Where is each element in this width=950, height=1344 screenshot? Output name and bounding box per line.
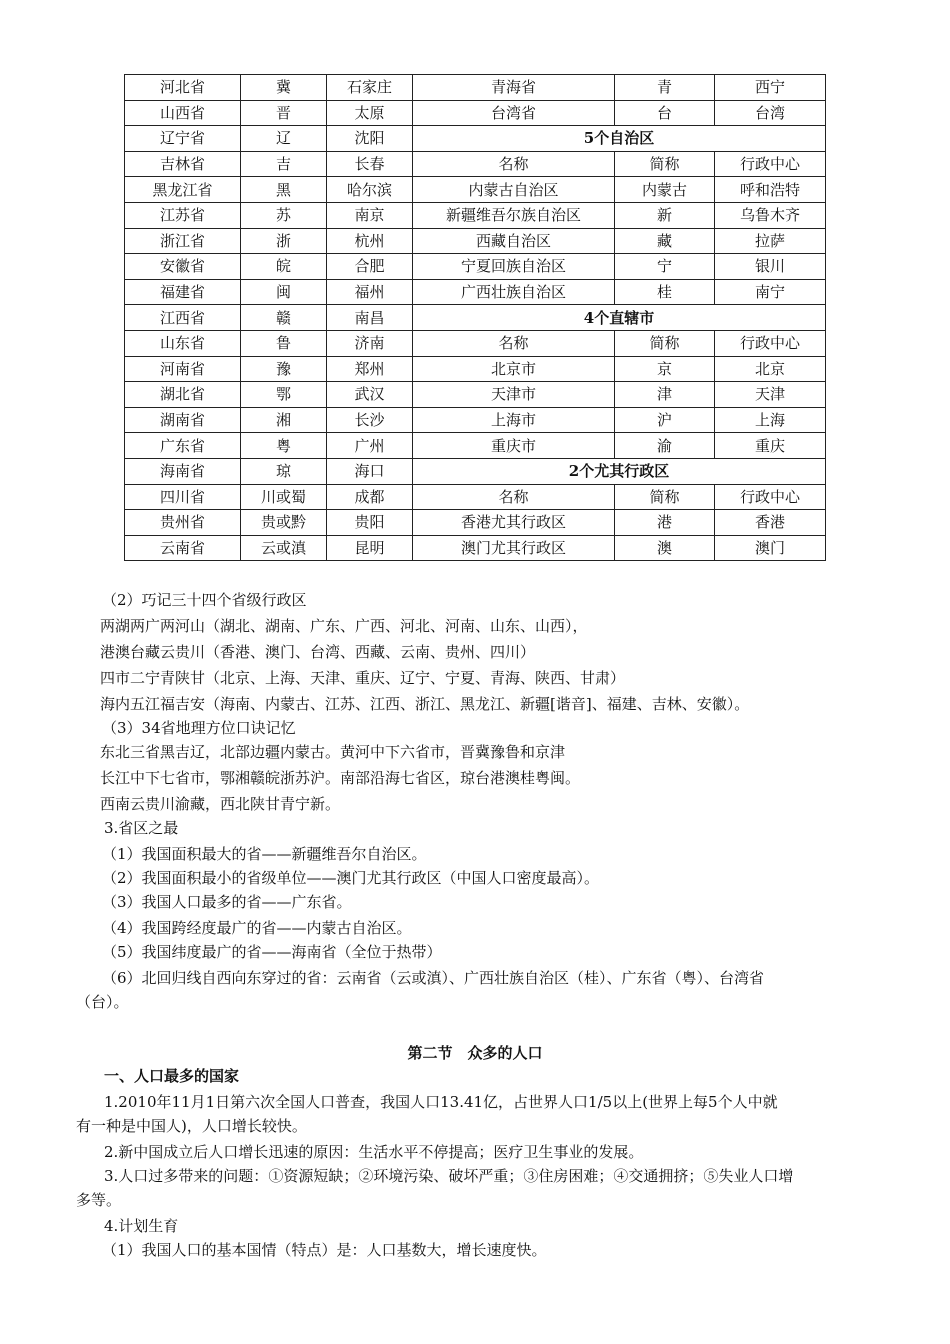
line: 有一种是中国人)，人口增长较快。 bbox=[76, 1117, 307, 1135]
table-cell: 太原 bbox=[327, 100, 413, 126]
table-cell: 上海市 bbox=[413, 407, 615, 433]
table-cell: 杭州 bbox=[327, 228, 413, 254]
table-cell: 云或滇 bbox=[241, 535, 327, 561]
table-cell: 江西省 bbox=[125, 305, 241, 331]
table-cell: 津 bbox=[615, 382, 715, 408]
table-cell: 西藏自治区 bbox=[413, 228, 615, 254]
table-cell: 天津市 bbox=[413, 382, 615, 408]
table-cell: 湖南省 bbox=[125, 407, 241, 433]
table-cell: 广州 bbox=[327, 433, 413, 459]
table-cell: 鲁 bbox=[241, 330, 327, 356]
table-cell: 新 bbox=[615, 202, 715, 228]
table-cell: 闽 bbox=[241, 279, 327, 305]
table-cell: 川或蜀 bbox=[241, 484, 327, 510]
table-row bbox=[125, 510, 826, 536]
table-cell: 四川省 bbox=[125, 484, 241, 510]
table-cell: 行政中心 bbox=[715, 330, 826, 356]
table-cell: 苏 bbox=[241, 202, 327, 228]
table-cell: 山西省 bbox=[125, 100, 241, 126]
table-cell: 江苏省 bbox=[125, 202, 241, 228]
table-cell: 藏 bbox=[615, 228, 715, 254]
table-cell: 内蒙古 bbox=[615, 177, 715, 203]
table-cell: 河北省 bbox=[125, 75, 241, 101]
table-cell: 黑龙江省 bbox=[125, 177, 241, 203]
table-cell: 沪 bbox=[615, 407, 715, 433]
line: （3）我国人口最多的省——广东省。 bbox=[102, 893, 352, 911]
table-cell: 澳门 bbox=[715, 535, 826, 561]
line: 2.新中国成立后人口增长迅速的原因：生活水平不停提高；医疗卫生事业的发展。 bbox=[104, 1143, 644, 1161]
table-cell: 天津 bbox=[715, 382, 826, 408]
table-row bbox=[125, 254, 826, 280]
heading: 一、人口最多的国家 bbox=[104, 1067, 240, 1085]
table-cell: 宁夏回族自治区 bbox=[413, 254, 615, 280]
table-cell: 行政中心 bbox=[715, 484, 826, 510]
table-cell: 云南省 bbox=[125, 535, 241, 561]
line: 西南云贵川渝藏，西北陕甘青宁新。 bbox=[100, 795, 341, 813]
line: 多等。 bbox=[76, 1191, 122, 1209]
table-cell: 成都 bbox=[327, 484, 413, 510]
line: （5）我国纬度最广的省——海南省（全位于热带） bbox=[102, 943, 442, 961]
table-cell: 简称 bbox=[615, 484, 715, 510]
table-cell: 鄂 bbox=[241, 382, 327, 408]
table-cell: 行政中心 bbox=[715, 151, 826, 177]
table-cell: 广西壮族自治区 bbox=[413, 279, 615, 305]
table-cell: 郑州 bbox=[327, 356, 413, 382]
table-cell: 辽 bbox=[241, 126, 327, 152]
line: （4）我国跨经度最广的省——内蒙古自治区。 bbox=[102, 919, 412, 937]
table-row bbox=[125, 151, 826, 177]
table-cell: 桂 bbox=[615, 279, 715, 305]
table-cell: 粤 bbox=[241, 433, 327, 459]
table-cell: 简称 bbox=[615, 151, 715, 177]
table-cell: 简称 bbox=[615, 330, 715, 356]
table-cell: 名称 bbox=[413, 484, 615, 510]
table-cell: 哈尔滨 bbox=[327, 177, 413, 203]
table-cell: 呼和浩特 bbox=[715, 177, 826, 203]
table-row bbox=[125, 100, 826, 126]
table-row bbox=[125, 228, 826, 254]
table-cell: 银川 bbox=[715, 254, 826, 280]
table-cell: 香港 bbox=[715, 510, 826, 536]
table-cell: 宁 bbox=[615, 254, 715, 280]
table-cell: 南宁 bbox=[715, 279, 826, 305]
table-row bbox=[125, 279, 826, 305]
table-cell: 重庆市 bbox=[413, 433, 615, 459]
table-cell: 新疆维吾尔族自治区 bbox=[413, 202, 615, 228]
table-cell: 赣 bbox=[241, 305, 327, 331]
table-cell: 黑 bbox=[241, 177, 327, 203]
table-section-header: 5个自治区 bbox=[413, 126, 826, 152]
table-cell: 名称 bbox=[413, 151, 615, 177]
table-cell: 长沙 bbox=[327, 407, 413, 433]
table-section-header: 4个直辖市 bbox=[413, 305, 826, 331]
table-cell: 济南 bbox=[327, 330, 413, 356]
line: （2）巧记三十四个省级行政区 bbox=[102, 591, 307, 609]
line: （6）北回归线自西向东穿过的省：云南省（云或滇）、广西壮族自治区（桂）、广东省（粤）、台湾省 bbox=[102, 969, 765, 987]
table-cell: 贵阳 bbox=[327, 510, 413, 536]
table-cell: 石家庄 bbox=[327, 75, 413, 101]
table-cell: 湘 bbox=[241, 407, 327, 433]
table-cell: 渝 bbox=[615, 433, 715, 459]
line: （台）。 bbox=[76, 993, 129, 1011]
line: 两湖两广两河山（湖北、湖南、广东、广西、河北、河南、山东、山西）， bbox=[100, 617, 588, 635]
line: （3）34省地理方位口诀记忆 bbox=[102, 719, 296, 737]
table-cell: 台 bbox=[615, 100, 715, 126]
table-cell: 福建省 bbox=[125, 279, 241, 305]
table-cell: 湖北省 bbox=[125, 382, 241, 408]
table-cell: 拉萨 bbox=[715, 228, 826, 254]
table-row bbox=[125, 75, 826, 101]
table-cell: 吉林省 bbox=[125, 151, 241, 177]
line: 3.人口过多带来的问题：①资源短缺；②环境污染、破坏严重；③住房困难；④交通拥挤；⑤失业人口增 bbox=[104, 1167, 794, 1185]
table-cell: 上海 bbox=[715, 407, 826, 433]
table-cell: 重庆 bbox=[715, 433, 826, 459]
table-row bbox=[125, 126, 826, 152]
table-row bbox=[125, 330, 826, 356]
table-cell: 皖 bbox=[241, 254, 327, 280]
table-cell: 港 bbox=[615, 510, 715, 536]
table-cell: 南昌 bbox=[327, 305, 413, 331]
table-cell: 浙 bbox=[241, 228, 327, 254]
table-cell: 福州 bbox=[327, 279, 413, 305]
table-cell: 乌鲁木齐 bbox=[715, 202, 826, 228]
table-cell: 昆明 bbox=[327, 535, 413, 561]
table-cell: 台湾省 bbox=[413, 100, 615, 126]
line: 港澳台藏云贵川（香港、澳门、台湾、西藏、云南、贵州、四川） bbox=[100, 643, 536, 661]
table-cell: 青 bbox=[615, 75, 715, 101]
table-cell: 青海省 bbox=[413, 75, 615, 101]
table-cell: 澳 bbox=[615, 535, 715, 561]
table-cell: 贵州省 bbox=[125, 510, 241, 536]
table-cell: 琼 bbox=[241, 458, 327, 484]
line: 东北三省黑吉辽，北部边疆内蒙古。黄河中下六省市，晋冀豫鲁和京津 bbox=[100, 743, 566, 761]
table-cell: 广东省 bbox=[125, 433, 241, 459]
line: （1）我国人口的基本国情（特点）是：人口基数大，增长速度快。 bbox=[102, 1241, 547, 1259]
table-cell: 内蒙古自治区 bbox=[413, 177, 615, 203]
table-section-header: 2个尤其行政区 bbox=[413, 458, 826, 484]
table-cell: 香港尤其行政区 bbox=[413, 510, 615, 536]
line: 1.2010年11月1日第六次全国人口普查，我国人口13.41亿，占世界人口1/5以上(世界上每5个人中就 bbox=[104, 1093, 778, 1111]
table-cell: 澳门尤其行政区 bbox=[413, 535, 615, 561]
table-row bbox=[125, 535, 826, 561]
table-cell: 山东省 bbox=[125, 330, 241, 356]
province-table bbox=[124, 74, 826, 561]
line: 长江中下七省市，鄂湘赣皖浙苏沪。南部沿海七省区，琼台港澳桂粤闽。 bbox=[100, 769, 581, 787]
line: 海内五江福吉安（海南、内蒙古、江苏、江西、浙江、黑龙江、新疆[谐音]、福建、吉林、安徽）。 bbox=[100, 695, 750, 713]
table-row bbox=[125, 458, 826, 484]
table-cell: 辽宁省 bbox=[125, 126, 241, 152]
line: （2）我国面积最小的省级单位——澳门尤其行政区（中国人口密度最高）。 bbox=[102, 869, 600, 887]
table-cell: 豫 bbox=[241, 356, 327, 382]
table-cell: 冀 bbox=[241, 75, 327, 101]
line: 3.省区之最 bbox=[104, 819, 179, 837]
table-cell: 合肥 bbox=[327, 254, 413, 280]
table-row bbox=[125, 484, 826, 510]
table-row bbox=[125, 305, 826, 331]
table-row bbox=[125, 382, 826, 408]
table-cell: 长春 bbox=[327, 151, 413, 177]
table-cell: 安徽省 bbox=[125, 254, 241, 280]
table-cell: 沈阳 bbox=[327, 126, 413, 152]
table-cell: 海南省 bbox=[125, 458, 241, 484]
table-cell: 武汉 bbox=[327, 382, 413, 408]
table-cell: 北京市 bbox=[413, 356, 615, 382]
table-cell: 西宁 bbox=[715, 75, 826, 101]
table-cell: 吉 bbox=[241, 151, 327, 177]
table-cell: 名称 bbox=[413, 330, 615, 356]
line: （1）我国面积最大的省——新疆维吾尔自治区。 bbox=[102, 845, 427, 863]
table-cell: 台湾 bbox=[715, 100, 826, 126]
table-cell: 海口 bbox=[327, 458, 413, 484]
table-row bbox=[125, 356, 826, 382]
table-row bbox=[125, 407, 826, 433]
section-title: 第二节 众多的人口 bbox=[407, 1044, 543, 1062]
table-cell: 贵或黔 bbox=[241, 510, 327, 536]
table-cell: 浙江省 bbox=[125, 228, 241, 254]
table-cell: 晋 bbox=[241, 100, 327, 126]
table-cell: 河南省 bbox=[125, 356, 241, 382]
table-cell: 京 bbox=[615, 356, 715, 382]
table-cell: 北京 bbox=[715, 356, 826, 382]
table-row bbox=[125, 433, 826, 459]
line: 四市二宁青陕甘（北京、上海、天津、重庆、辽宁、宁夏、青海、陕西、甘肃） bbox=[100, 669, 626, 687]
table-row bbox=[125, 202, 826, 228]
table-cell: 南京 bbox=[327, 202, 413, 228]
line: 4.计划生育 bbox=[104, 1217, 179, 1235]
table-row bbox=[125, 177, 826, 203]
